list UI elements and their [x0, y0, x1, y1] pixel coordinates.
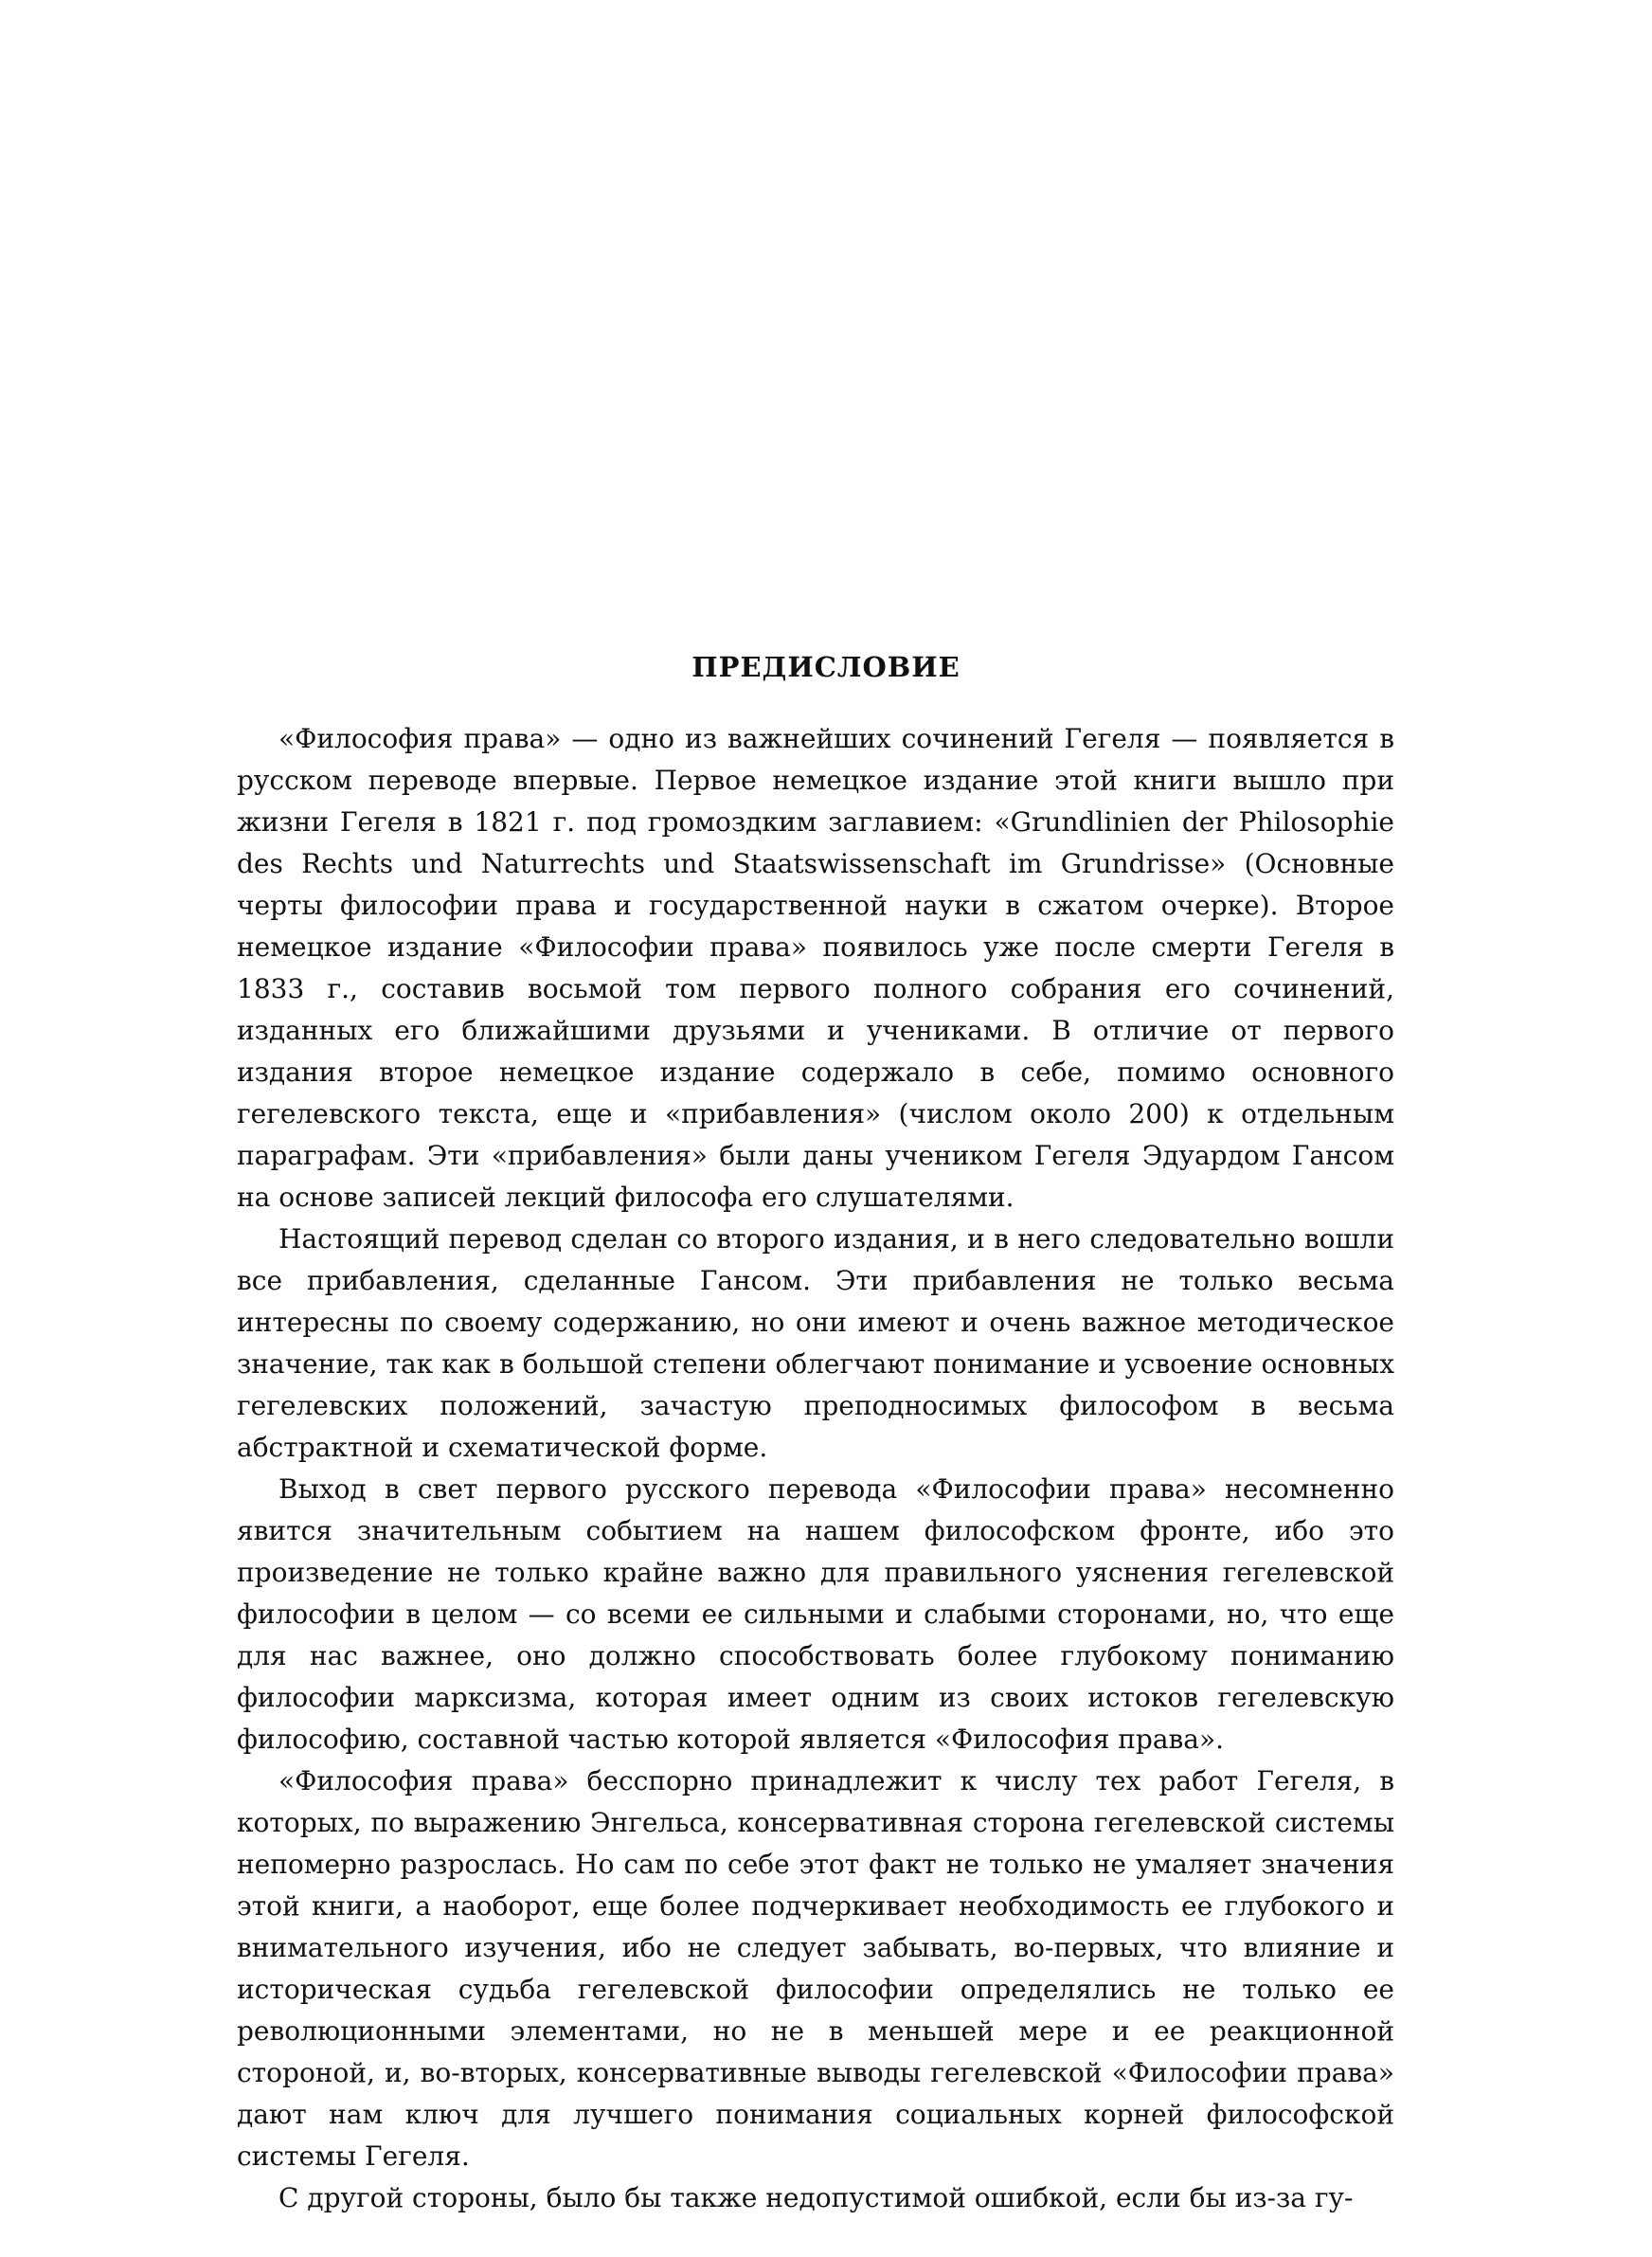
paragraph-5: С другой стороны, было бы также недопустимой ошибкой, если бы из-за гу- — [278, 2182, 1354, 2213]
body-text — [237, 718, 1394, 2219]
page-title: ПРЕДИСЛОВИЕ — [691, 651, 961, 683]
paragraph-3: Выход в свет первого русского перевода «Философии права» несомненно явится значительным событием на нашем философском фронте, ибо это произведение не только крайне важно для правильного уяснения гегелевской философии в целом — со всеми ее сильными и слабыми сторонами, но, что еще для нас важнее, оно должно способствовать более глубокому пониманию философии марксизма, которая имеет одним из своих истоков гегелевскую философию, составной частью которой является «Философия права». — [237, 1473, 1394, 1755]
paragraph-4: «Философия права» бесспорно принадлежит к числу тех работ Гегеля, в которых, по выражению Энгельса, консервативная сторона гегелевской системы непомерно разрослась. Но сам по себе этот факт не только не умаляет значения этой книги, а наоборот, еще более подчеркивает необходимость ее глубокого и внимательного изучения, ибо не следует забывать, во-первых, что влияние и историческая судьба гегелевской философии определялись не только ее революционными элементами, но не в меньшей мере и ее реакционной стороной, и, во-вторых, консервативные выводы гегелевской «Философии права» дают нам ключ для лучшего понимания социальных корней философской системы Гегеля. — [237, 1765, 1394, 2172]
paragraph-2: Настоящий перевод сделан со второго издания, и в него следовательно вошли все прибавления, сделанные Гансом. Эти прибавления не только весьма интересны по своему содержанию, но они имеют и очень важное методическое значение, так как в большой степени облегчают понимание и усвоение основных гегелевских положений, зачастую преподносимых философом в весьма абстрактной и схематической форме. — [237, 1223, 1394, 1463]
paragraph-1: «Философия права» — одно из важнейших сочинений Гегеля — появляется в русском переводе впервые. Первое немецкое издание этой книги вышло при жизни Гегеля в 1821 г. под громоздким заглавием: «Grundlinien der Philosophie des Rechts und Naturrechts und Staatswissenschaft im Grundrisse» (Основные черты философии права и государственной науки в сжатом очерке). Второе немецкое издание «Философии права» появилось уже после смерти Гегеля в 1833 г., составив восьмой том первого полного собрания его сочинений, изданных его ближайшими друзьями и учениками. В отличие от первого издания второе немецкое издание содержало в себе, помимо основного гегелевского текста, еще и «прибавления» (числом около 200) к отдельным параграфам. Эти «прибавления» были даны учеником Гегеля Эдуардом Гансом на основе записей лекций философа его слушателями. — [237, 723, 1394, 1213]
